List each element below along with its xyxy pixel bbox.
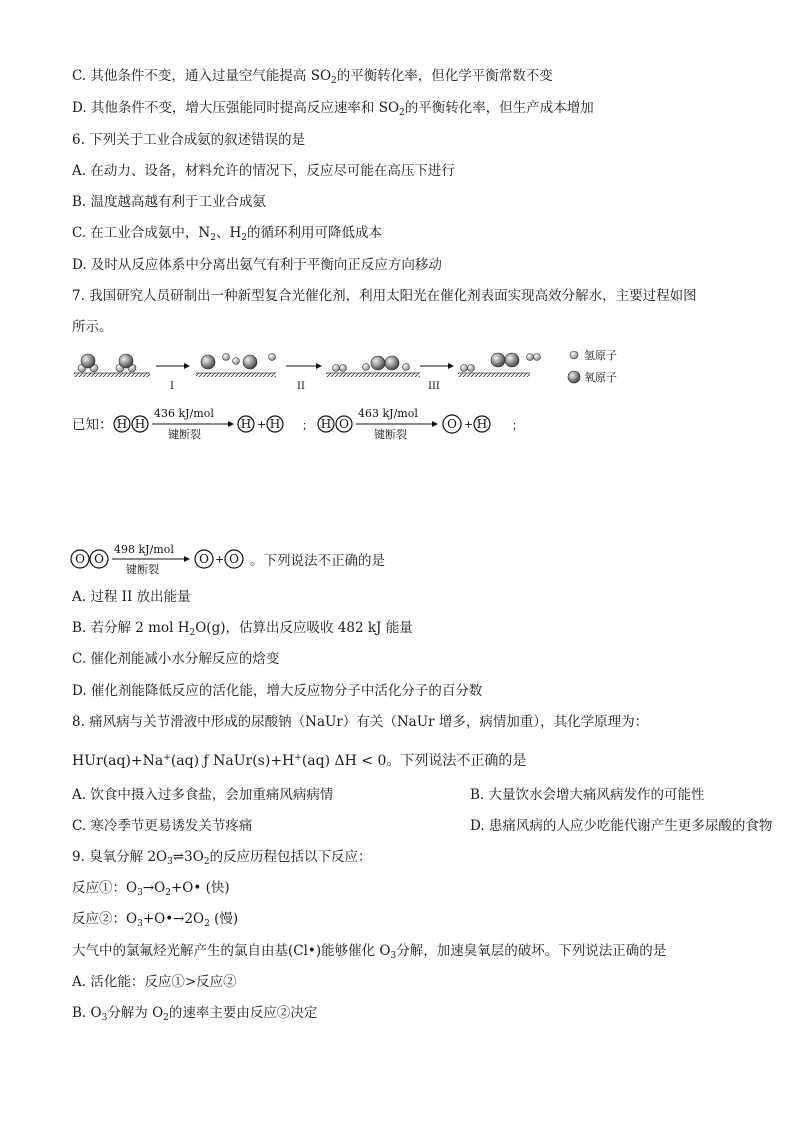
q6-option-c: C. 在工业合成氨中，$N_2$、$H_2$的循环利用可降低成本 xyxy=(72,225,382,243)
bond-energy-row xyxy=(112,405,542,445)
step-label-iii: III xyxy=(428,381,440,392)
q7-option-b: B. 若分解 2 mol $H_2O(g)$，估算出反应吸收 482 kJ 能量 xyxy=(72,620,413,638)
q7-option-a: A. 过程 II 放出能量 xyxy=(72,589,191,605)
q8-option-a: A. 饮食中摄入过多食盐，会加重痛风病病情 xyxy=(72,787,334,803)
svg-text:H: H xyxy=(269,417,281,431)
svg-text:H: H xyxy=(476,417,488,431)
bond2-action: 键断裂 xyxy=(374,428,407,441)
step-label-ii: II xyxy=(297,381,305,392)
q8-equation: HUr(aq)+Na+(aq) ƒ NaUr(s)+H+(aq) ΔH < 0。下列说法不正确的是 xyxy=(72,753,527,769)
stage-1-atoms xyxy=(196,354,276,378)
q9-option-b: B. $O_3$分解为 $O_2$的速率主要由反应②决定 xyxy=(72,1005,318,1023)
q8-option-d: D. 患痛风病的人应少吃能代谢产生更多尿酸的食物 xyxy=(470,818,773,834)
separator-2: ； xyxy=(512,419,523,432)
legend-hydrogen-label: 氢原子 xyxy=(584,349,617,362)
svg-text:O: O xyxy=(229,552,239,566)
svg-text:O: O xyxy=(94,552,104,566)
svg-text:H: H xyxy=(240,417,252,431)
q7-stem-line2: 所示。 xyxy=(72,319,113,335)
bond3-action: 键断裂 xyxy=(126,563,159,576)
svg-text:+: + xyxy=(215,553,225,566)
water-splitting-diagram xyxy=(70,346,670,394)
q6-option-a: A. 在动力、设备，材料允许的情况下，反应尽可能在高压下进行 xyxy=(72,163,455,179)
q7-option-d: D. 催化剂能降低反应的活化能，增大反应物分子中活化分子的百分数 xyxy=(72,683,483,699)
svg-text:O: O xyxy=(447,417,457,431)
q8-options-row1 xyxy=(72,786,705,804)
q6-option-d: D. 及时从反应体系中分离出氨气有利于平衡向正反应方向移动 xyxy=(72,257,442,273)
svg-text:H: H xyxy=(116,417,128,431)
bond2-energy: 463 kJ/mol xyxy=(358,407,418,420)
q7-option-c: C. 催化剂能减小水分解反应的焓变 xyxy=(72,651,280,667)
q9-reaction-2: 反应②：$O_3+O•\to 2O_2$ (慢) xyxy=(72,911,239,929)
svg-text:+: + xyxy=(257,418,267,431)
svg-text:H: H xyxy=(134,417,146,431)
svg-text:O: O xyxy=(339,417,349,431)
svg-text:H: H xyxy=(320,417,332,431)
svg-text:+: + xyxy=(464,418,474,431)
q6-option-b: B. 温度越高越有利于工业合成氨 xyxy=(72,194,267,210)
q9-context: 大气中的氯氟烃光解产生的氯自由基(Cl•)能够催化 $O_3$分解，加速臭氧层的破坏。下列说法正确的是 xyxy=(72,943,667,961)
bond3-energy: 498 kJ/mol xyxy=(114,543,174,556)
q9-reaction-1: 反应①：$O_3\to O_2+O•$ (快) xyxy=(72,880,230,898)
stage-3-products xyxy=(458,353,541,377)
q8-option-b: B. 大量饮水会增大痛风病发作的可能性 xyxy=(470,787,705,803)
legend-oxygen-icon xyxy=(568,371,580,383)
stage-0-molecules xyxy=(74,354,150,377)
bond1-action: 键断裂 xyxy=(168,428,201,441)
bond3-diagram xyxy=(70,542,270,578)
separator-1: ； xyxy=(302,419,313,432)
stage-2-molecules xyxy=(326,356,420,377)
bond1-energy: 436 kJ/mol xyxy=(154,407,214,420)
known-label: 已知： xyxy=(72,417,113,433)
q7-stem-line1: 7. 我国研究人员研制出一种新型复合光催化剂，利用太阳光在催化剂表面实现高效分解水，主要过程如图 xyxy=(72,288,697,304)
q5-option-c: C. 其他条件不变，通入过量空气能提高 $SO_2$的平衡转化率，但化学平衡常数不变 xyxy=(72,68,553,86)
q7-bond3-tail: 。下列说法不正确的是 xyxy=(250,553,385,569)
q6-stem: 6. 下列关于工业合成氨的叙述错误的是 xyxy=(72,132,306,148)
svg-text:O: O xyxy=(199,552,209,566)
svg-text:O: O xyxy=(75,552,85,566)
q8-options-row2 xyxy=(72,817,773,835)
legend-oxygen-label: 氧原子 xyxy=(584,371,617,384)
step-label-i: I xyxy=(170,381,174,392)
q8-stem: 8. 痛风病与关节滑液中形成的尿酸钠（NaUr）有关（NaUr 增多，病情加重），其化学原理为： xyxy=(72,714,649,730)
q9-stem: 9. 臭氧分解 $2O_3\rightleftharpoons 3O_2$的反应历程包括以下反应： xyxy=(72,849,372,867)
q9-option-a: A. 活化能：反应①>反应② xyxy=(72,974,237,990)
q5-option-d: D. 其他条件不变，增大压强能同时提高反应速率和 $SO_2$的平衡转化率，但生产成本增加 xyxy=(72,100,594,118)
q8-option-c: C. 寒冷季节更易诱发关节疼痛 xyxy=(72,818,253,834)
legend-hydrogen-icon xyxy=(570,351,578,359)
